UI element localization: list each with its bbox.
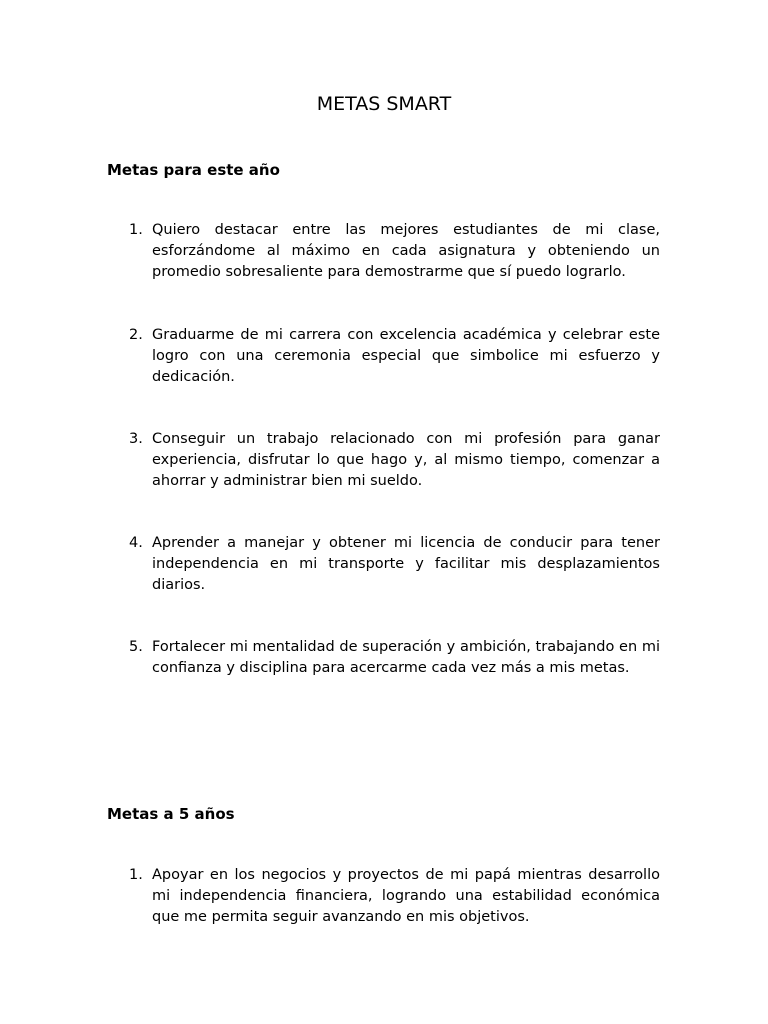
list-item-text: Quiero destacar entre las mejores estudiantes de mi clase, esforzándome al máximo en cada asignatura y obteniendo un promedio sobresaliente para demostrarme que sí puedo lograrlo. xyxy=(152,222,660,280)
section-heading-this-year: Metas para este año xyxy=(107,161,280,179)
list-item-number: 1. xyxy=(129,867,143,883)
list-item-text: Fortalecer mi mentalidad de superación y ambición, trabajando en mi confianza y disciplina para acercarme cada vez más a mis metas. xyxy=(152,639,660,676)
list-item-text: Graduarme de mi carrera con excelencia académica y celebrar este logro con una ceremonia especial que simbolice mi esfuerzo y dedicación. xyxy=(152,327,660,385)
list-item-number: 5. xyxy=(129,639,143,655)
list-item-text: Apoyar en los negocios y proyectos de mi papá mientras desarrollo mi independencia financiera, logrando una estabilidad económica que me permita seguir avanzando en mis objetivos. xyxy=(152,867,660,925)
list-item-number: 4. xyxy=(129,535,143,551)
list-item-text: Aprender a manejar y obtener mi licencia de conducir para tener independencia en mi transporte y facilitar mis desplazamientos diarios. xyxy=(152,535,660,593)
section-heading-five-years: Metas a 5 años xyxy=(107,805,235,823)
list-item-number: 3. xyxy=(129,431,143,447)
list-item-number: 2. xyxy=(129,327,143,343)
page-title: METAS SMART xyxy=(316,93,452,115)
list-item-text: Conseguir un trabajo relacionado con mi profesión para ganar experiencia, disfrutar lo que hago y, al mismo tiempo, comenzar a ahorrar y administrar bien mi sueldo. xyxy=(152,431,660,489)
list-item-number: 1. xyxy=(129,222,143,238)
